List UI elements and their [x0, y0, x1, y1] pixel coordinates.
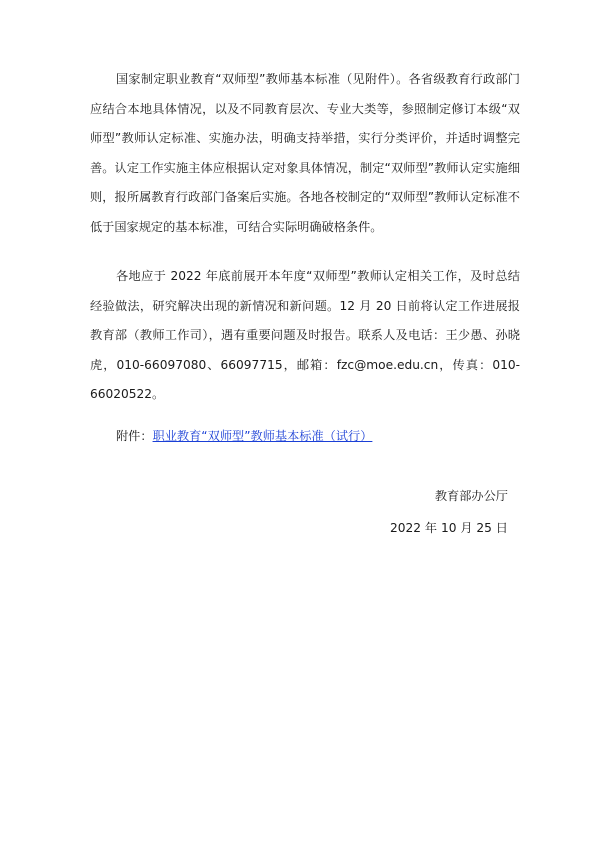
attachment-line — [116, 422, 372, 452]
attachment-link[interactable]: 职业教育“双师型”教师基本标准（试行） — [152, 429, 373, 443]
attachment-label: 附件： — [116, 429, 153, 443]
issue-date: 2022 年 10 月 25 日 — [390, 521, 508, 535]
body-paragraph-2: 各地应于 2022 年底前展开本年度“双师型”教师认定相关工作，及时总结经验做法，研究解决出现的新情况和新问题。12 月 20 日前将认定工作进展报教育部（教师工作司），遇有重要问题及时报告。联系人及电话：王少愚、孙晓虎，010-66097080、66097715，邮箱：fzc@moe.edu.cn，传真：010-66020522。 — [90, 269, 520, 401]
issuer-signature: 教育部办公厅 — [434, 489, 508, 503]
body-paragraph-1: 国家制定职业教育“双师型”教师基本标准（见附件）。各省级教育行政部门应结合本地具体情况，以及不同教育层次、专业大类等，参照制定修订本级“双师型”教师认定标准、实施办法，明确支持举措，实行分类评价，并适时调整完善。认定工作实施主体应根据认定对象具体情况，制定“双师型”教师认定实施细则，报所属教育行政部门备案后实施。各地各校制定的“双师型”教师认定标准不低于国家规定的基本标准，可结合实际明确破格条件。 — [90, 72, 520, 234]
